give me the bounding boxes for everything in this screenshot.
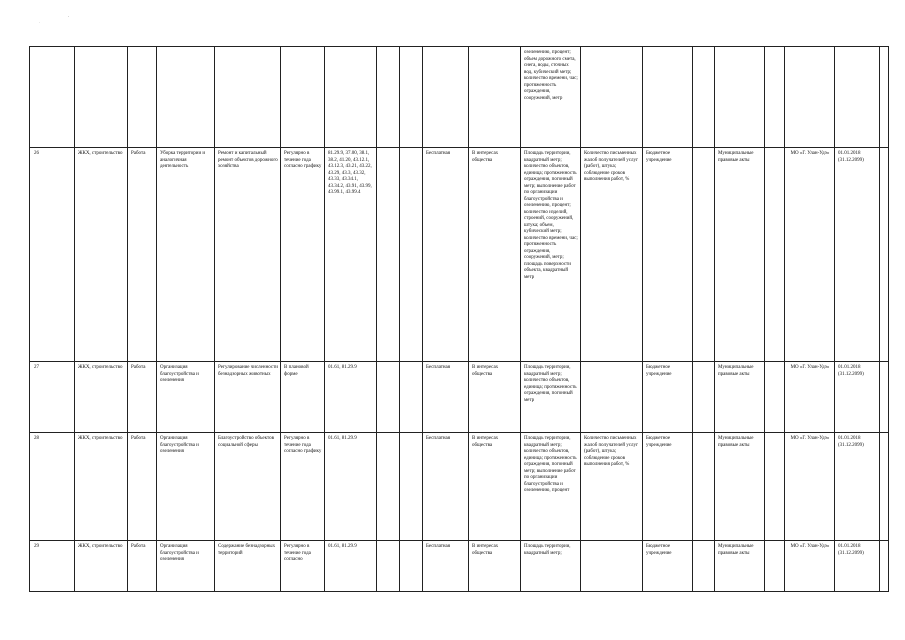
cell-empty xyxy=(377,541,400,592)
cell-empty xyxy=(880,541,889,592)
cell-empty xyxy=(693,433,715,541)
cell-okved xyxy=(325,47,377,148)
cell-type: Работа xyxy=(128,148,157,362)
cell-quality xyxy=(581,362,643,433)
cell-institution: Бюджетное учреждение xyxy=(643,541,693,592)
cell-owner: МО «Г. Улан-Удэ» xyxy=(785,433,835,541)
cell-owner xyxy=(785,47,835,148)
cell-institution: Бюджетное учреждение xyxy=(643,362,693,433)
cell-sphere xyxy=(75,47,128,148)
cell-empty xyxy=(765,148,785,362)
cell-quality: Количество письменных жалоб получателей услуг (работ), штука; соблюдение сроков выполнения работ, % xyxy=(581,148,643,362)
cell-acts xyxy=(715,47,765,148)
cell-empty xyxy=(880,362,889,433)
cell-empty xyxy=(400,362,423,433)
cell-dates: 01.01.2018 (31.12.2099) xyxy=(835,541,880,592)
cell-empty xyxy=(880,47,889,148)
cell-acts: Муниципальные правовые акты xyxy=(715,362,765,433)
cell-empty xyxy=(400,47,423,148)
cell-name: Организация благоустройства и озеленения xyxy=(157,541,215,592)
table-row xyxy=(30,541,889,592)
cell-consumers: В интересах общества xyxy=(469,433,521,541)
cell-name: Уборка территории и аналогичная деятельность xyxy=(157,148,215,362)
cell-num: 29 xyxy=(30,541,75,592)
cell-indicators: Площадь территории, квадратный метр; количество объектов, единица; протяженность ограждения, погонный метр; выполнение работ по организации благоустройства и озеленению, процент xyxy=(521,433,581,541)
cell-owner: МО «Г. Улан-Удэ» xyxy=(785,148,835,362)
cell-institution: Бюджетное учреждение xyxy=(643,433,693,541)
cell-dates xyxy=(835,47,880,148)
cell-dates: 01.01.2018 (31.12.2099) xyxy=(835,433,880,541)
table-row xyxy=(30,47,889,148)
cell-name: Организация благоустройства и озеленения xyxy=(157,362,215,433)
cell-empty xyxy=(765,47,785,148)
cell-condition: Регулярно в течение года согласно xyxy=(281,541,325,592)
cell-condition: В плановой форме xyxy=(281,362,325,433)
table-row xyxy=(30,433,889,541)
cell-content: Благоустройство объектов социальной сферы xyxy=(215,433,281,541)
cell-okved: 01.61, 81.29.9 xyxy=(325,433,377,541)
cell-empty xyxy=(693,148,715,362)
cell-payment: Бесплатная xyxy=(423,362,469,433)
services-registry-table xyxy=(29,46,889,592)
cell-payment xyxy=(423,47,469,148)
cell-dates: 01.01.2018 (31.12.2099) xyxy=(835,148,880,362)
cell-acts: Муниципальные правовые акты xyxy=(715,148,765,362)
cell-empty xyxy=(765,433,785,541)
cell-quality xyxy=(581,47,643,148)
cell-payment: Бесплатная xyxy=(423,541,469,592)
cell-empty xyxy=(693,541,715,592)
cell-type: Работа xyxy=(128,433,157,541)
cell-empty xyxy=(765,541,785,592)
cell-empty xyxy=(880,433,889,541)
cell-quality xyxy=(581,541,643,592)
cell-empty xyxy=(377,362,400,433)
cell-quality: Количество письменных жалоб получателей услуг (работ), штука; соблюдение сроков выполнения работ, % xyxy=(581,433,643,541)
cell-dates: 01.01.2018 (31.12.2099) xyxy=(835,362,880,433)
cell-condition: Регулярно в течение года согласно графику xyxy=(281,148,325,362)
table-row xyxy=(30,362,889,433)
cell-institution: Бюджетное учреждение xyxy=(643,148,693,362)
cell-name: Организация благоустройства и озеленения xyxy=(157,433,215,541)
cell-empty xyxy=(377,148,400,362)
scan-mark-right: ' xyxy=(68,15,69,20)
cell-okved: 81.29.9, 37.00, 38.1, 38.2, 41.20, 43.12.1, 43.12.3, 43.21, 43.22, 43.29, 43.3, 43.32, 43.33, 43.34.1, 43.34.2, 43.91, 43.99, 43.99.1, 43.99.4 xyxy=(325,148,377,362)
cell-indicators: Площадь территории, квадратный метр; xyxy=(521,541,581,592)
cell-acts: Муниципальные правовые акты xyxy=(715,433,765,541)
cell-empty xyxy=(765,362,785,433)
cell-empty xyxy=(400,148,423,362)
cell-payment: Бесплатная xyxy=(423,433,469,541)
cell-num xyxy=(30,47,75,148)
cell-empty xyxy=(693,362,715,433)
cell-condition: Регулярно в течение года согласно графику xyxy=(281,433,325,541)
cell-institution xyxy=(643,47,693,148)
cell-empty xyxy=(400,433,423,541)
cell-consumers xyxy=(469,47,521,148)
cell-type: Работа xyxy=(128,362,157,433)
cell-payment: Бесплатная xyxy=(423,148,469,362)
cell-name xyxy=(157,47,215,148)
cell-empty xyxy=(377,433,400,541)
cell-okved: 01.61, 81.29.9 xyxy=(325,541,377,592)
cell-consumers: В интересах общества xyxy=(469,362,521,433)
cell-owner: МО «Г. Улан-Удэ» xyxy=(785,541,835,592)
cell-empty xyxy=(693,47,715,148)
cell-num: 28 xyxy=(30,433,75,541)
cell-empty xyxy=(400,541,423,592)
cell-sphere: ЖКХ, строительство xyxy=(75,433,128,541)
cell-content: Содержание безнадзорных территорий xyxy=(215,541,281,592)
cell-okved: 01.61, 81.29.9 xyxy=(325,362,377,433)
cell-consumers: В интересах общества xyxy=(469,541,521,592)
cell-owner: МО «Г. Улан-Удэ» xyxy=(785,362,835,433)
cell-consumers: В интересах общества xyxy=(469,148,521,362)
cell-type: Работа xyxy=(128,541,157,592)
cell-indicators: озеленению, процент; объем дорожного смета, снега, воды, сточных вод, кубический метр; количество времени, час; протяженность ограждения, сооружений, метр xyxy=(521,47,581,148)
cell-indicators: Площадь территории, квадратный метр; количество объектов, единица; протяженность ограждения, погонный метр xyxy=(521,362,581,433)
cell-condition xyxy=(281,47,325,148)
cell-content xyxy=(215,47,281,148)
cell-sphere: ЖКХ, строительство xyxy=(75,541,128,592)
cell-content: Ремонт и капитальный ремонт объектов дорожного хозяйства xyxy=(215,148,281,362)
cell-sphere: ЖКХ, строительство xyxy=(75,148,128,362)
cell-content: Регулирование численности безнадзорных животных xyxy=(215,362,281,433)
scan-mark-left: . xyxy=(39,19,40,24)
cell-sphere: ЖКХ, строительство xyxy=(75,362,128,433)
cell-empty xyxy=(880,148,889,362)
cell-num: 26 xyxy=(30,148,75,362)
cell-empty xyxy=(377,47,400,148)
cell-acts: Муниципальные правовые акты xyxy=(715,541,765,592)
table-row xyxy=(30,148,889,362)
cell-type xyxy=(128,47,157,148)
cell-num: 27 xyxy=(30,362,75,433)
cell-indicators: Площадь территории, квадратный метр; количество объектов, единица; протяженность ограждения, погонный метр; выполнение работ по организации благоустройства и озеленению, процент; количество изделий, строений, сооружений, штука; объем, кубический метр; количество времени, час; протяженность ограждения, сооружений, метр; площадь поверхности объекта, квадратный метр xyxy=(521,148,581,362)
